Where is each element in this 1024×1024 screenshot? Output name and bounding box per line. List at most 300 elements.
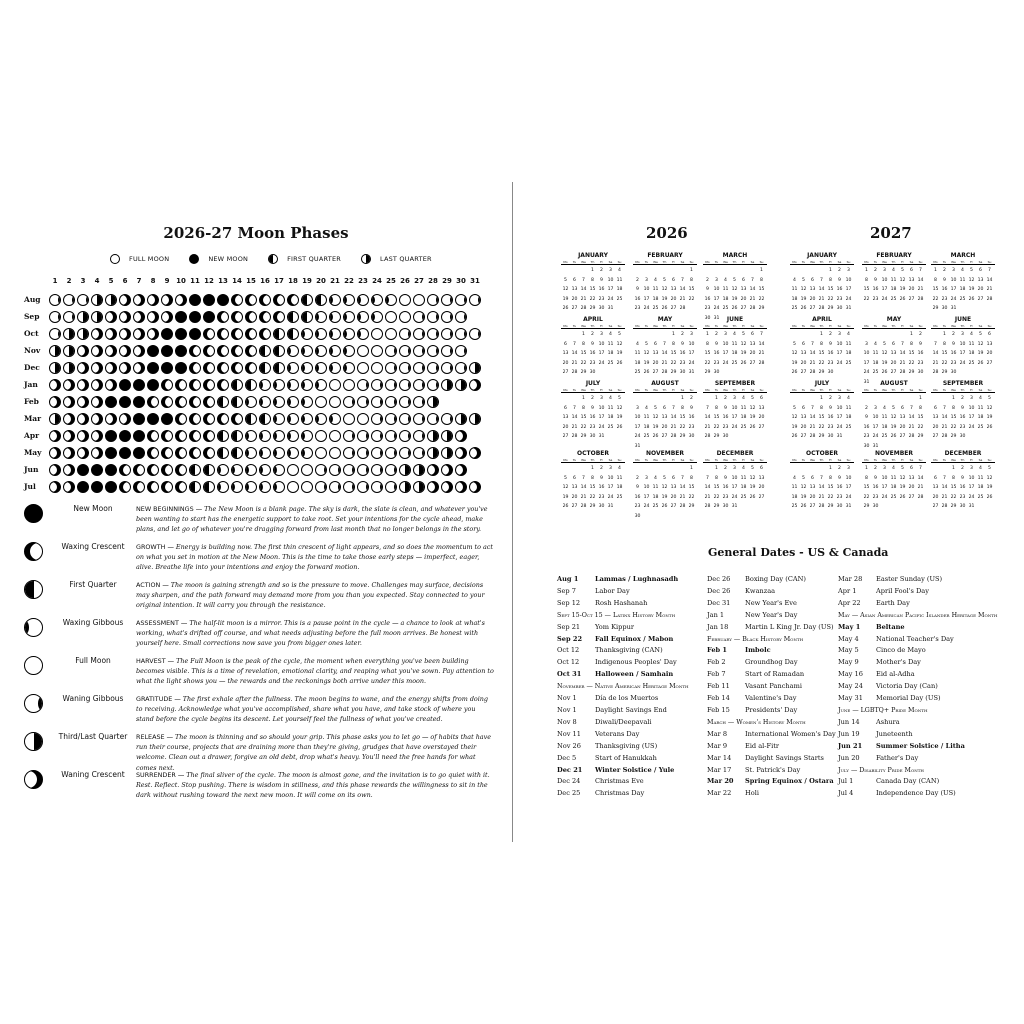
calendar-day: 26 xyxy=(899,296,906,302)
calendar-day: 23 xyxy=(589,360,596,366)
date-label: Mar 9 xyxy=(707,741,728,750)
moon-day-cell xyxy=(216,429,230,443)
weekday-label: Sa xyxy=(978,388,983,392)
moon-phase-icon xyxy=(273,413,285,425)
moon-day-cell xyxy=(90,395,104,409)
moon-phase-icon xyxy=(77,311,89,323)
phase-text: — The half-lit moon is a mirror. This is a pause point in the cycle — a chance to look at what's working, what's drifted off course, and what needs adjusting before the full moon arrives. Be honest with yourself here. Small corrections now save you from bigger ones later. xyxy=(136,619,485,648)
calendar-day: 23 xyxy=(679,360,686,366)
week-row xyxy=(703,394,767,404)
moon-phase-icon xyxy=(371,413,383,425)
week-row xyxy=(561,432,625,442)
event-name: Thanksgiving (US) xyxy=(595,741,658,750)
moon-day-cell xyxy=(384,293,398,307)
moon-day-cell xyxy=(244,344,258,358)
moon-day-cell xyxy=(118,344,132,358)
moon-day-cell xyxy=(314,310,328,324)
calendar-day: 8 xyxy=(690,475,693,481)
weekday-label: We xyxy=(723,260,728,264)
calendar-day: 8 xyxy=(910,341,913,347)
moon-phase-icon xyxy=(49,481,61,493)
weekday-label: Tu xyxy=(714,458,719,462)
month-name: MARCH xyxy=(722,252,748,259)
moon-day-cell xyxy=(202,429,216,443)
moon-phase-icon xyxy=(217,379,229,391)
moon-phase-icon xyxy=(329,294,341,306)
calendar-day: 23 xyxy=(950,360,957,366)
calendar-day: 9 xyxy=(715,341,718,347)
calendar-day xyxy=(579,464,588,474)
calendar-day: 5 xyxy=(654,405,657,411)
calendar-day: 22 xyxy=(908,360,915,366)
phase-text: — The moon is thinning and so should your grip. This phase asks you to let go — of habits that have run their course, projects that are draining more than they're giving, grudges that have overstayed their welcome. Clean out a drawer, forgive an old debt, drop what's heavy. You'll need the free hands for what comes next. xyxy=(136,733,492,772)
week-row xyxy=(561,295,625,305)
moon-month-row xyxy=(24,444,482,461)
calendar-day: 1 xyxy=(919,396,922,401)
calendar-day: 13 xyxy=(670,485,677,490)
phase-text: — Energy is building now. The first thin crescent of light appears, and so does the momentum to act on what you set in motion at the New Moon. This is the time to take those early steps — imperfect, eager, alive. Breathe life into your intentions and enjoy the forward motion. xyxy=(136,543,493,572)
calendar-day xyxy=(799,464,808,474)
moon-day-cell xyxy=(104,361,118,375)
calendar-day: 22 xyxy=(713,494,720,500)
calendar-day xyxy=(660,266,669,276)
phase-description xyxy=(136,580,494,611)
moon-day-cell xyxy=(104,344,118,358)
calendar-day: 12 xyxy=(791,415,798,420)
moon-day-cell xyxy=(48,429,62,443)
week-row xyxy=(931,330,995,340)
weekday-label: Mo xyxy=(864,388,869,392)
calendar-day: 15 xyxy=(950,415,957,420)
phase-text: — The New Moon is a blank page. The sky is dark, the slate is clean, and whatever you've been wanting to start has the energetic support to take root. Set your intentions for the cycle ahead, make plans, and let go of whatever you're dragging forward from last month that no longer belongs in the story. xyxy=(136,505,488,534)
moon-phase-icon xyxy=(77,328,89,340)
calendar-day: 14 xyxy=(580,485,587,490)
moon-phase-icon xyxy=(427,396,439,408)
calendar-day: 8 xyxy=(591,475,594,481)
calendar-day: 6 xyxy=(901,405,904,411)
weekday-label: We xyxy=(581,324,586,328)
calendar-day: 6 xyxy=(564,405,567,411)
date-label: May 31 xyxy=(838,694,863,703)
event-name: Yom Kippur xyxy=(595,622,634,631)
event-name: February — Black History Month xyxy=(707,635,804,643)
moon-phase-icon xyxy=(77,396,89,408)
weekday-header xyxy=(790,388,854,393)
calendar-day: 19 xyxy=(616,415,623,420)
moon-phase-icon xyxy=(133,413,145,425)
calendar-day: 4 xyxy=(654,475,657,481)
phase-text: — The moon is gaining strength and so is the pressure to move. Challenges may surface, decisions may sharpen, and the path forward may demand more from you than you expected. Stay connected to your original intention. It will carry you through the resistance. xyxy=(136,581,485,610)
calendar-day: 17 xyxy=(872,424,879,430)
event-name: May — Asian American Pacific Islander Heritage Month xyxy=(838,611,998,619)
moon-phase-icon xyxy=(189,379,201,391)
moon-phase-icon xyxy=(399,481,411,493)
calendar-day: 26 xyxy=(800,306,807,311)
calendar-day: 19 xyxy=(899,485,906,490)
day-number: 12 xyxy=(204,277,214,285)
moon-phase-icon xyxy=(105,362,117,374)
weekday-label: We xyxy=(723,458,728,462)
weekday-label: Fr xyxy=(829,458,832,462)
calendar-day: 12 xyxy=(749,475,756,481)
calendar-day: 10 xyxy=(731,405,738,411)
date-entry xyxy=(707,622,836,634)
moon-day-cell xyxy=(426,310,440,324)
moon-day-cell xyxy=(230,463,244,477)
calendar-day: 11 xyxy=(740,405,747,411)
calendar-day: 24 xyxy=(607,494,614,500)
calendar-day: 27 xyxy=(809,306,816,311)
calendar-day: 14 xyxy=(704,415,711,420)
weekday-label: Fr xyxy=(970,260,973,264)
phase-entry xyxy=(24,504,494,535)
moon-day-cell xyxy=(286,395,300,409)
last-quarter-icon xyxy=(361,254,371,264)
week-row xyxy=(561,340,625,350)
calendar-day: 9 xyxy=(865,415,868,420)
calendar-day: 20 xyxy=(908,287,915,292)
calendar-day: 5 xyxy=(901,466,904,471)
calendar-day: 14 xyxy=(580,287,587,292)
weekday-label: We xyxy=(951,260,956,264)
phase-heading: SURRENDER xyxy=(136,771,176,779)
calendar-day: 11 xyxy=(652,287,659,292)
calendar-day: 27 xyxy=(758,424,765,430)
week-row xyxy=(633,493,697,503)
calendar-day: 25 xyxy=(607,424,614,430)
moon-phase-icon xyxy=(399,447,411,459)
moon-phase-icon xyxy=(329,481,341,493)
date-entry xyxy=(838,634,997,646)
moon-day-cell xyxy=(342,327,356,341)
calendar-day: 7 xyxy=(573,405,576,411)
week-row xyxy=(862,266,926,276)
date-entry xyxy=(707,681,836,693)
calendar-day: 21 xyxy=(571,360,578,366)
moon-phase-icon xyxy=(371,311,383,323)
moon-day-cell xyxy=(146,378,160,392)
weekday-label: Fr xyxy=(600,324,603,328)
event-name: Start of Ramadan xyxy=(745,670,805,679)
calendar-day: 23 xyxy=(827,424,834,430)
moon-phase-icon xyxy=(175,328,187,340)
calendar-day: 22 xyxy=(704,360,711,366)
weekday-label: Tu xyxy=(801,260,806,264)
event-name: March — Women's History Month xyxy=(707,718,806,726)
moon-day-cell xyxy=(370,446,384,460)
calendar-day: 6 xyxy=(811,475,814,481)
moon-day-cell xyxy=(398,480,412,494)
moon-phase-icon xyxy=(315,413,327,425)
event-name: Beltane xyxy=(876,622,905,631)
calendar-day xyxy=(721,266,730,276)
moon-day-cell xyxy=(202,480,216,494)
calendar-day: 20 xyxy=(562,360,569,366)
calendar-day xyxy=(898,394,907,404)
calendar-day: 24 xyxy=(968,494,975,500)
moon-phase-icon xyxy=(441,447,453,459)
date-label: Jan 18 xyxy=(707,622,729,631)
moon-phase-icon xyxy=(24,542,43,561)
calendar-day: 21 xyxy=(571,424,578,430)
calendar-day: 28 xyxy=(580,504,587,509)
weekday-label: Fr xyxy=(901,260,904,264)
moon-day-cell xyxy=(370,378,384,392)
moon-phase-icon xyxy=(343,430,355,442)
calendar-day: 8 xyxy=(820,405,823,411)
moon-day-cell xyxy=(370,327,384,341)
calendar-day: 23 xyxy=(713,360,720,366)
moon-phase-icon xyxy=(147,379,159,391)
week-row xyxy=(633,413,697,423)
moon-phase-icon xyxy=(105,413,117,425)
moon-day-cell xyxy=(174,361,188,375)
moon-phase-icon xyxy=(357,396,369,408)
day-number: 4 xyxy=(94,277,100,285)
moon-phase-icon xyxy=(273,464,285,476)
moon-phase-icon xyxy=(189,481,201,493)
moon-day-cell xyxy=(132,446,146,460)
moon-phase-icon xyxy=(329,311,341,323)
calendar-day: 28 xyxy=(809,370,816,375)
calendar-day: 17 xyxy=(722,351,729,356)
general-dates-title: General Dates - US & Canada xyxy=(708,546,889,559)
calendar-day: 18 xyxy=(652,296,659,302)
week-row xyxy=(790,483,854,493)
moon-phase-icon xyxy=(189,362,201,374)
calendar-day: 11 xyxy=(968,341,975,347)
weekday-label: We xyxy=(810,458,815,462)
calendar-day: 11 xyxy=(845,341,852,347)
calendar-day xyxy=(561,464,570,474)
weekday-label: Sa xyxy=(978,324,983,328)
weekday-header xyxy=(790,324,854,329)
calendar-day: 22 xyxy=(713,424,720,430)
moon-day-cell xyxy=(398,412,412,426)
calendar-day: 25 xyxy=(959,296,966,302)
calendar-day: 5 xyxy=(733,277,736,283)
weekday-label: Mo xyxy=(864,458,869,462)
moon-day-cell xyxy=(90,463,104,477)
day-number: 3 xyxy=(80,277,86,285)
moon-day-cell xyxy=(426,446,440,460)
calendar-day: 1 xyxy=(582,332,585,337)
calendar-day: 18 xyxy=(845,351,852,356)
phase-name: Waxing Crescent xyxy=(61,542,125,551)
calendar-day xyxy=(642,266,651,276)
calendar-day: 8 xyxy=(865,277,868,283)
moon-phase-icon xyxy=(91,396,103,408)
calendar-day: 2 xyxy=(591,396,594,401)
calendar-day: 7 xyxy=(943,405,946,411)
calendar-day: 22 xyxy=(818,360,825,366)
moon-phase-icon xyxy=(119,345,131,357)
day-number: 24 xyxy=(372,277,382,285)
calendar-day: 18 xyxy=(652,494,659,500)
calendar-day: 29 xyxy=(950,504,957,509)
moon-day-cell xyxy=(384,429,398,443)
moon-day-cell xyxy=(202,446,216,460)
moon-day-cell xyxy=(146,463,160,477)
week-row xyxy=(633,394,697,404)
moon-phase-icon xyxy=(427,345,439,357)
calendar-day: 15 xyxy=(758,287,765,292)
moon-day-cell xyxy=(118,429,132,443)
calendar-day xyxy=(669,266,678,276)
moon-phase-icon xyxy=(413,362,425,374)
moon-phase-icon xyxy=(217,464,229,476)
calendar-day xyxy=(889,394,898,404)
week-row xyxy=(931,423,995,433)
calendar-day: 5 xyxy=(979,332,982,337)
phase-description xyxy=(136,542,494,573)
calendar-day: 5 xyxy=(988,466,991,471)
calendar-day: 20 xyxy=(809,494,816,500)
calendar-day: 1 xyxy=(582,396,585,401)
calendar-day: 9 xyxy=(724,405,727,411)
calendar-day: 10 xyxy=(836,341,843,347)
week-row xyxy=(862,413,926,423)
weekday-header xyxy=(931,324,995,329)
calendar-day: 7 xyxy=(943,475,946,481)
calendar-day: 21 xyxy=(809,360,816,366)
mini-calendar xyxy=(931,450,995,512)
week-row xyxy=(561,285,625,295)
date-label: Jun 21 xyxy=(838,741,863,750)
calendar-day: 29 xyxy=(688,504,695,509)
calendar-day: 14 xyxy=(941,485,948,490)
moon-day-cell xyxy=(468,361,482,375)
calendar-day xyxy=(660,394,669,404)
moon-phase-icon xyxy=(105,481,117,493)
calendar-day: 29 xyxy=(670,370,677,375)
calendar-day: 2 xyxy=(600,268,603,273)
moon-day-cell xyxy=(132,412,146,426)
calendar-day: 29 xyxy=(589,306,596,311)
date-label: Jan 1 xyxy=(707,610,725,619)
calendar-day: 23 xyxy=(598,494,605,500)
calendar-day: 29 xyxy=(580,370,587,375)
moon-phase-icon xyxy=(231,311,243,323)
calendar-day: 29 xyxy=(908,370,915,375)
moon-day-cell xyxy=(216,361,230,375)
calendar-day: 13 xyxy=(661,415,668,420)
moon-day-cell xyxy=(132,310,146,324)
calendar-day: 19 xyxy=(986,485,993,490)
calendar-day: 23 xyxy=(634,306,641,311)
moon-day-cell xyxy=(300,446,314,460)
calendar-day: 12 xyxy=(890,415,897,420)
moon-phase-icon xyxy=(77,413,89,425)
calendar-day: 17 xyxy=(950,287,957,292)
calendar-day: 12 xyxy=(749,405,756,411)
moon-phase-icon xyxy=(455,464,467,476)
calendar-day: 9 xyxy=(591,341,594,347)
moon-day-cell xyxy=(104,412,118,426)
calendar-day: 8 xyxy=(934,277,937,283)
week-row xyxy=(633,368,697,378)
moon-day-cell xyxy=(62,310,76,324)
moon-day-cell xyxy=(356,361,370,375)
moon-day-cell xyxy=(258,480,272,494)
calendar-day: 1 xyxy=(943,332,946,337)
moon-day-cell xyxy=(286,344,300,358)
calendar-day: 19 xyxy=(881,360,888,366)
calendar-day xyxy=(633,266,642,276)
calendar-day: 8 xyxy=(582,341,585,347)
moon-day-cell xyxy=(356,395,370,409)
calendar-day: 7 xyxy=(988,268,991,273)
moon-day-cell xyxy=(146,412,160,426)
calendar-day: 21 xyxy=(941,494,948,500)
moon-phase-icon xyxy=(259,328,271,340)
calendar-day: 10 xyxy=(959,341,966,347)
date-entry xyxy=(707,574,836,586)
moon-phase-icon xyxy=(287,379,299,391)
moon-phase-icon xyxy=(189,294,201,306)
calendar-day xyxy=(880,394,889,404)
calendar-day: 14 xyxy=(571,351,578,356)
calendar-day xyxy=(669,394,678,404)
calendar-day: 11 xyxy=(977,475,984,481)
calendar-day: 28 xyxy=(932,370,939,375)
calendar-day: 9 xyxy=(961,475,964,481)
moon-day-cell xyxy=(370,395,384,409)
moon-phase-icon xyxy=(343,362,355,374)
calendar-day: 13 xyxy=(986,341,993,347)
calendar-day: 2 xyxy=(600,466,603,471)
day-number: 5 xyxy=(108,277,114,285)
weekday-header xyxy=(862,388,926,393)
calendar-day: 18 xyxy=(722,296,729,302)
moon-phase-icon xyxy=(175,379,187,391)
moon-phase-icon xyxy=(413,345,425,357)
calendar-day: 21 xyxy=(986,287,993,292)
calendar-day: 8 xyxy=(706,341,709,347)
week-row xyxy=(862,295,926,305)
calendar-day: 2 xyxy=(636,475,639,481)
calendar-day: 28 xyxy=(941,434,948,439)
moon-day-cell xyxy=(370,293,384,307)
calendar-day: 28 xyxy=(571,370,578,375)
calendar-day: 25 xyxy=(845,424,852,430)
week-row xyxy=(862,359,926,369)
calendar-day: 24 xyxy=(598,360,605,366)
weekday-label: Tu xyxy=(644,260,649,264)
date-entry xyxy=(557,729,688,741)
weekday-label: Su xyxy=(846,324,851,328)
moon-phase-icon xyxy=(161,396,173,408)
calendar-day: 12 xyxy=(562,287,569,292)
phase-description xyxy=(136,694,494,725)
weekday-label: Su xyxy=(846,260,851,264)
moon-phase-icon xyxy=(413,430,425,442)
moon-day-cell xyxy=(132,293,146,307)
moon-phase-icon xyxy=(147,413,159,425)
week-row xyxy=(862,404,926,414)
moon-day-cell xyxy=(328,395,342,409)
calendar-day: 13 xyxy=(932,485,939,490)
calendar-day: 25 xyxy=(791,504,798,509)
moon-phase-icon xyxy=(427,413,439,425)
date-entry xyxy=(557,645,688,657)
moon-phase-icon xyxy=(371,481,383,493)
moon-day-cell xyxy=(76,378,90,392)
moon-day-cell xyxy=(118,463,132,477)
calendar-day: 22 xyxy=(589,296,596,302)
calendar-day: 29 xyxy=(580,434,587,439)
calendar-day: 17 xyxy=(731,415,738,420)
